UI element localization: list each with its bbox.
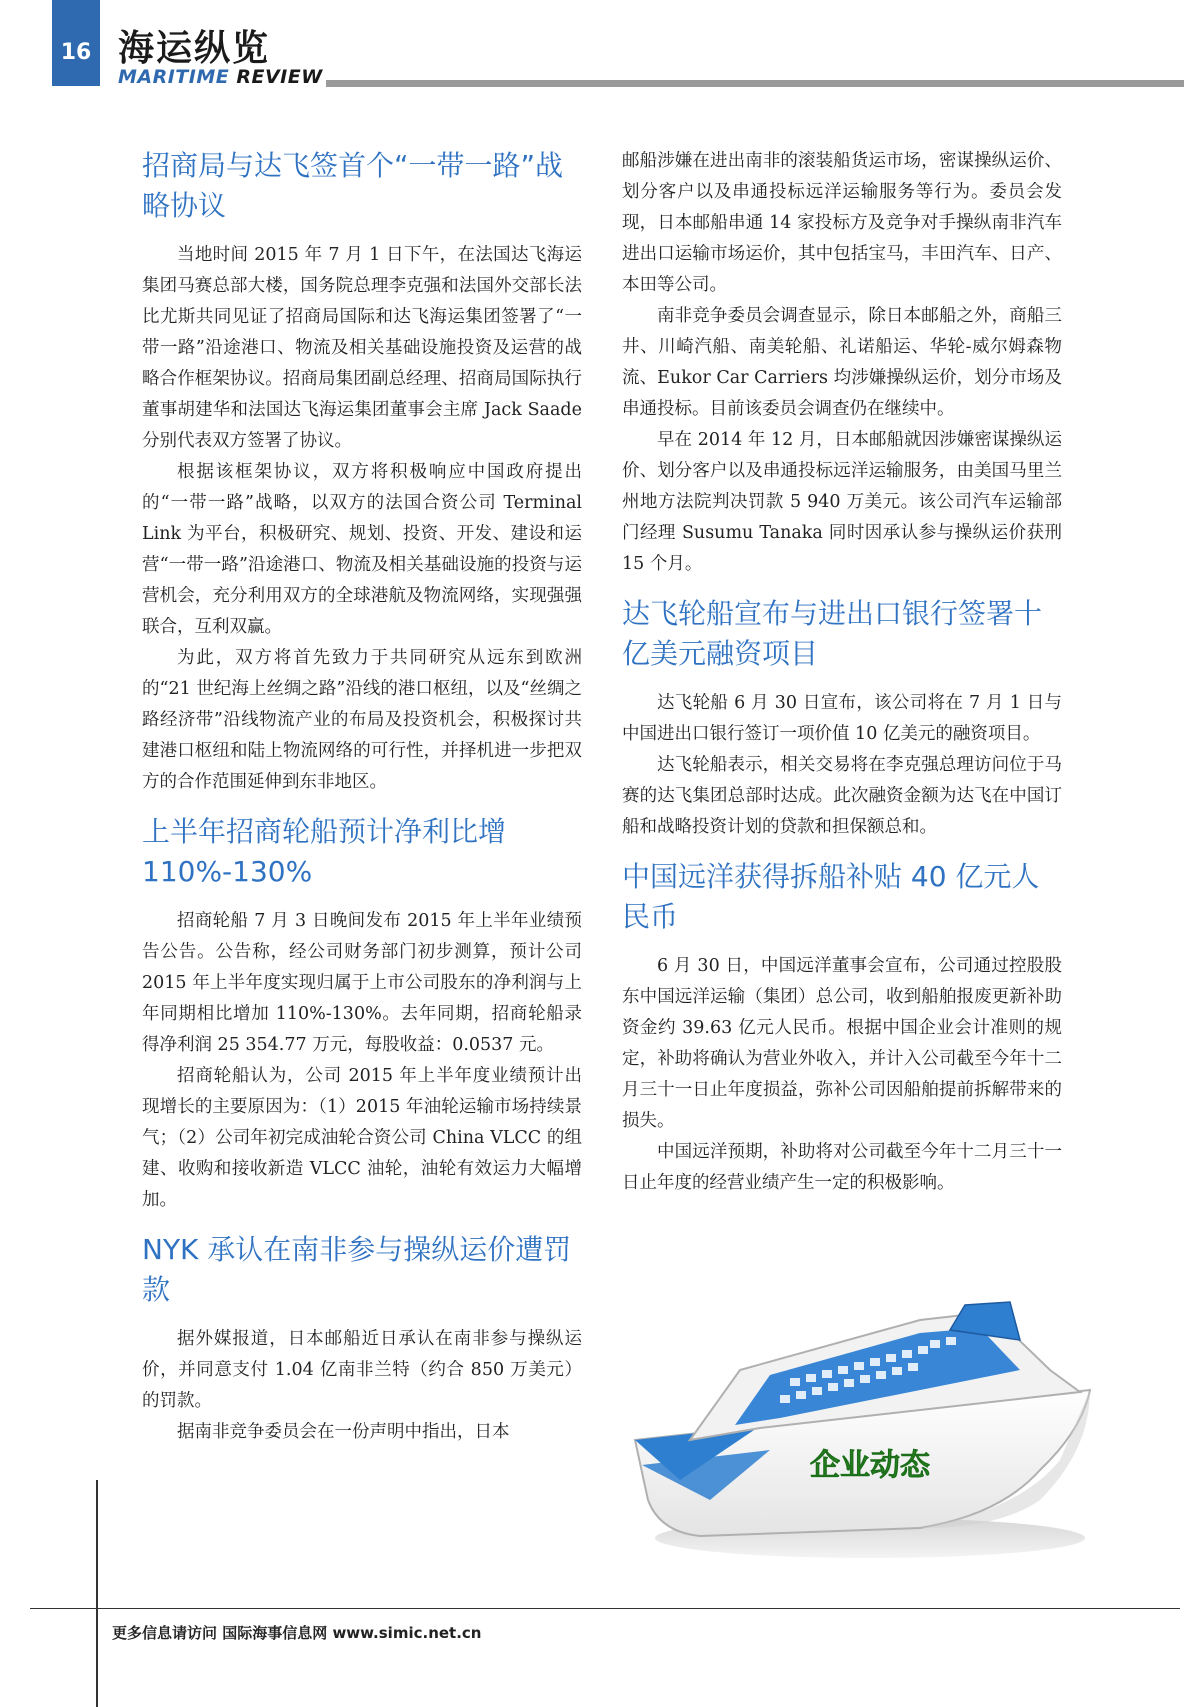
article-title-cma-cexim: 达飞轮船宣布与进出口银行签署十亿美元融资项目	[622, 597, 1043, 670]
article-paragraph: 南非竞争委员会调查显示，除日本邮船之外，商船三井、川崎汽船、南美轮船、礼诺船运、华轮-威尔姆森物流、Eukor Car Carriers 均涉嫌操纵运价，划分市场及串通投标。目前该委员会调查仍在继续中。	[622, 306, 1062, 419]
article-paragraph: 早在 2014 年 12 月，日本邮船就因涉嫌密谋操纵运价、划分客户以及串通投标远洋运输服务，由美国马里兰州地方法院判决罚款 5 940 万美元。该公司汽车运输部门经理 Susumu Tanaka 同时因承认参与操纵运价获刑 15 个月。	[622, 430, 1062, 574]
page-number: 16	[60, 40, 92, 65]
article-paragraph: 据外媒报道，日本邮船近日承认在南非参与操纵运价，并同意支付 1.04 亿南非兰特（约合 850 万美元）的罚款。	[142, 1329, 582, 1411]
left-column	[142, 146, 582, 1448]
article-paragraph: 达飞轮船 6 月 30 日宣布，该公司将在 7 月 1 日与中国进出口银行签订一项价值 10 亿美元的融资项目。	[622, 693, 1062, 744]
article-title-nyk-fine: NYK 承认在南非参与操纵运价遭罚款	[142, 1233, 572, 1306]
right-column	[622, 146, 1062, 1199]
header-rule	[326, 80, 1184, 87]
article-title-cosco-subsidy: 中国远洋获得拆船补贴 40 亿元人民币	[622, 860, 1040, 933]
article-title-cmes-profit: 上半年招商轮船预计净利比增 110%-130%	[142, 815, 507, 888]
magazine-title: 海运纵览	[118, 28, 271, 69]
article-paragraph-continued: 邮船涉嫌在进出南非的滚装船货运市场，密谋操纵运价、划分客户以及串通投标远洋运输服务等行为。委员会发现，日本邮船串通 14 家投标方及竞争对手操纵南非汽车进出口运输市场运价，其中包括宝马，丰田汽车、日产、本田等公司。	[622, 151, 1062, 295]
article-paragraph: 6 月 30 日，中国远洋董事会宣布，公司通过控股股东中国远洋运输（集团）总公司，收到船舶报废更新补助资金约 39.63 亿元人民币。根据中国企业会计准则的规定，补助将确认为营业外收入，并计入公司截至今年十二月三十一日止年度损益，弥补公司因船舶提前拆解带来的损失。	[622, 956, 1062, 1131]
footer-horizontal-rule	[30, 1608, 1180, 1609]
magazine-subtitle	[118, 66, 323, 88]
article-paragraph: 招商轮船 7 月 3 日晚间发布 2015 年上半年业绩预告公告。公告称，经公司财务部门初步测算，预计公司 2015 年上半年度实现归属于上市公司股东的净利润与上年同期相比增加 110%-130%。去年同期，招商轮船录得净利润 25 354.77 万元，每股收益：0.0537 元。	[142, 911, 582, 1055]
page-number-box	[52, 0, 100, 86]
article-paragraph: 招商轮船认为，公司 2015 年上半年度业绩预计出现增长的主要原因为：（1）2015 年油轮运输市场持续景气；（2）公司年初完成油轮合资公司 China VLCC 的组建、收购和接收新造 VLCC 油轮，油轮有效运力大幅增加。	[142, 1066, 582, 1210]
article-title-cmhi-cma: 招商局与达飞签首个“一带一路”战略协议	[142, 149, 564, 222]
article-paragraph: 据南非竞争委员会在一份声明中指出，日本	[177, 1422, 510, 1442]
section-label: 企业动态	[810, 1448, 930, 1483]
footer-vertical-rule	[96, 1480, 98, 1707]
article-paragraph: 当地时间 2015 年 7 月 1 日下午，在法国达飞海运集团马赛总部大楼，国务院总理李克强和法国外交部长法比尤斯共同见证了招商局国际和达飞海运集团签署了“一带一路”沿途港口、物流及相关基础设施投资及运营的战略合作框架协议。招商局集团副总经理、招商局国际执行董事胡建华和法国达飞海运集团董事会主席 Jack Saade 分别代表双方签署了协议。	[142, 245, 582, 451]
article-paragraph: 达飞轮船表示，相关交易将在李克强总理访问位于马赛的达飞集团总部时达成。此次融资金额为达飞在中国订船和战略投资计划的贷款和担保额总和。	[622, 755, 1062, 837]
article-paragraph: 中国远洋预期，补助将对公司截至今年十二月三十一日止年度的经营业绩产生一定的积极影响。	[622, 1142, 1062, 1193]
magazine-subtitle-maritime: MARITIME	[118, 66, 230, 88]
article-paragraph: 为此，双方将首先致力于共同研究从远东到欧洲的“21 世纪海上丝绸之路”沿线的港口枢纽，以及“丝绸之路经济带”沿线物流产业的布局及投资机会，积极探讨共建港口枢纽和陆上物流网络的可行性，并择机进一步把双方的合作范围延伸到东非地区。	[142, 648, 582, 792]
magazine-subtitle-review: REVIEW	[229, 66, 323, 88]
article-paragraph: 根据该框架协议，双方将积极响应中国政府提出的“一带一路”战略，以双方的法国合资公司 Terminal Link 为平台，积极研究、规划、投资、开发、建设和运营“一带一路”沿途港口、物流及相关基础设施的投资与运营机会，充分利用双方的全球港航及物流网络，实现强强联合，互利双赢。	[142, 462, 582, 637]
footer-website-text: 更多信息请访问 国际海事信息网 www.simic.net.cn	[112, 1624, 482, 1642]
cruise-ship-illustration	[620, 1300, 1110, 1560]
